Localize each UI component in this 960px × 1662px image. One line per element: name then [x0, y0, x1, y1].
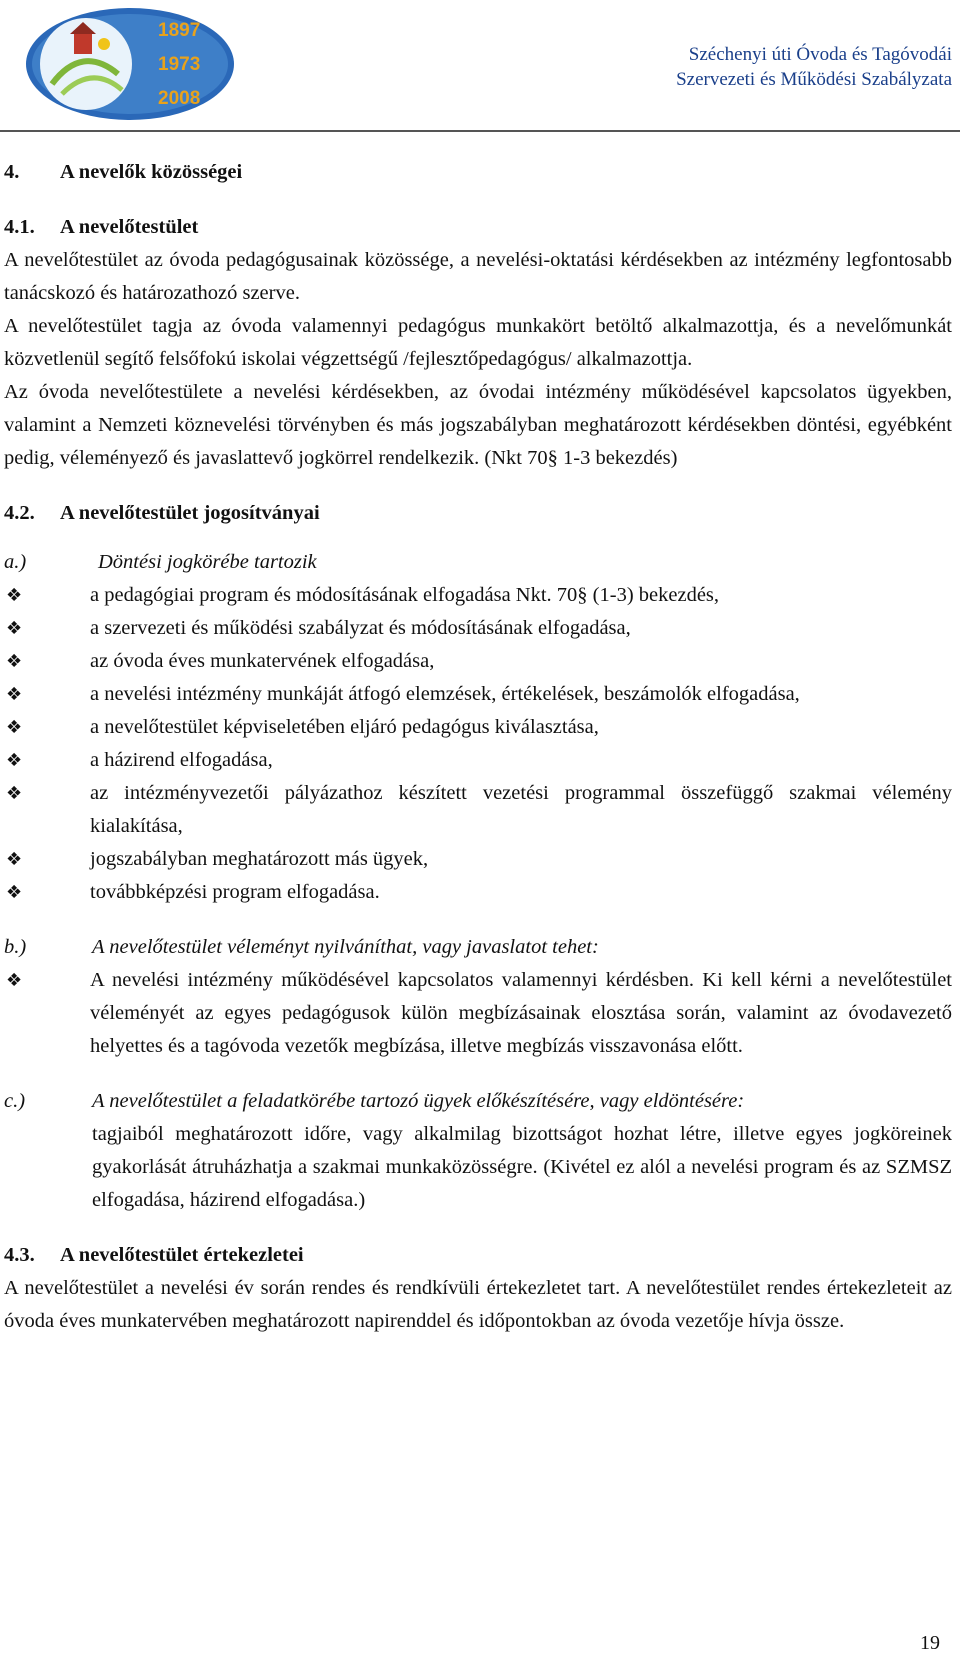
- list-item: ❖ a házirend elfogadása,: [4, 744, 952, 777]
- diamond-flower-icon: ❖: [6, 717, 23, 738]
- paragraph: Az óvoda nevelőtestülete a nevelési kérdésekben, az óvodai intézmény működésével kapcsolatos ügyekben, valamint a Nemzeti köznevelési törvényben és más jogszabályban meghatározott kérdésekben döntési, egyébként pedig, véleményező és javaslattevő jogkörrel rendelkezik. (Nkt 70§ 1-3 bekezdés): [4, 381, 952, 469]
- paragraph: A nevelőtestület tagja az óvoda valamennyi pedagógus munkakört betöltő alkalmazottja, és a nevelőmunkát közvetlenül segítő felsőfokú iskolai végzettségű /fejlesztőpedagógus/ alkalmazottja.: [4, 315, 952, 370]
- paragraph: tagjaiból meghatározott időre, vagy alkalmilag bizottságot hozhat létre, illetve egyes jogköreinek gyakorlását átruházhatja a szakmai munkaközösségre. (Kivétel ez alól a nevelési program és az SZMSZ elfogadása, házirend elfogadása.): [92, 1123, 952, 1211]
- section-heading-4-1: [4, 211, 952, 244]
- page-header: [0, 0, 960, 132]
- paragraph: A nevelőtestület a nevelési év során rendes és rendkívüli értekezletet tart. A nevelőtestület rendes értekezleteit az óvoda éves munkatervében meghatározott napirenddel és időpontokban az óvoda vezetője hívja össze.: [4, 1277, 952, 1332]
- list-item: ❖ az intézményvezetői pályázathoz készített vezetési programmal összefüggő szakmai vélemény kialakítása,: [4, 777, 952, 843]
- subsection-title: A nevelőtestület véleményt nyilváníthat, vagy javaslatot tehet:: [92, 936, 599, 958]
- list-item: ❖ A nevelési intézmény működésével kapcsolatos valamennyi kérdésben. Ki kell kérni a nevelőtestület véleményét az egyes pedagógusok külön megbízásainak elosztása során, valamint az óvodavezető helyettes és a tagóvoda vezetők megbízása, illetve megbízás visszavonása előtt.: [4, 964, 952, 1063]
- list-item: ❖ a szervezeti és működési szabályzat és módosításának elfogadása,: [4, 612, 952, 645]
- opinion-rights-list: [4, 964, 952, 1063]
- header-document-name: Szervezeti és Működési Szabályzata: [676, 69, 952, 90]
- diamond-flower-icon: ❖: [6, 849, 23, 870]
- section-number: 4.: [4, 161, 20, 183]
- subsection-a-heading: [4, 546, 952, 579]
- logo-year-2008: 2008: [158, 88, 201, 109]
- section-title: A nevelőtestület jogosítványai: [60, 502, 320, 524]
- list-item: ❖ az óvoda éves munkatervének elfogadása,: [4, 645, 952, 678]
- subsection-letter: b.): [4, 936, 27, 958]
- diamond-flower-icon: ❖: [6, 651, 23, 672]
- diamond-flower-icon: ❖: [6, 684, 23, 705]
- document-body: [4, 156, 952, 1338]
- subsection-letter: c.): [4, 1090, 26, 1112]
- section-number: 4.1.: [4, 216, 35, 238]
- decision-rights-list: [4, 579, 952, 909]
- section-number: 4.2.: [4, 502, 35, 524]
- header-title-block: [676, 42, 952, 92]
- diamond-flower-icon: ❖: [6, 970, 23, 991]
- diamond-flower-icon: ❖: [6, 783, 23, 804]
- section-heading-4-3: [4, 1239, 952, 1272]
- paragraph: A nevelőtestület az óvoda pedagógusainak közössége, a nevelési-oktatási kérdésekben az intézmény legfontosabb tanácskozó és határozathozó szerve.: [4, 249, 952, 304]
- header-divider: [0, 130, 960, 132]
- list-item: ❖ a nevelési intézmény munkáját átfogó elemzések, értékelések, beszámolók elfogadása,: [4, 678, 952, 711]
- subsection-letter: a.): [4, 551, 27, 573]
- subsection-title: A nevelőtestület a feladatkörébe tartozó ügyek előkészítésére, vagy eldöntésére:: [92, 1090, 745, 1112]
- section-title: A nevelők közösségei: [60, 161, 243, 183]
- page-number: 19: [920, 1632, 940, 1654]
- school-logo: [22, 4, 238, 124]
- list-item: ❖ a nevelőtestület képviseletében eljáró pedagógus kiválasztása,: [4, 711, 952, 744]
- diamond-flower-icon: ❖: [6, 585, 23, 606]
- subsection-b-heading: [4, 931, 952, 964]
- logo-year-1897: 1897: [158, 20, 201, 41]
- section-heading-4: [4, 156, 952, 189]
- diamond-flower-icon: ❖: [6, 618, 23, 639]
- logo-year-1973: 1973: [158, 54, 201, 75]
- section-heading-4-2: [4, 497, 952, 530]
- list-item: ❖ továbbképzési program elfogadása.: [4, 876, 952, 909]
- subsection-c-heading: [4, 1085, 952, 1118]
- section-title: A nevelőtestület: [60, 216, 199, 238]
- header-institution-name: Széchenyi úti Óvoda és Tagóvodái: [688, 44, 952, 65]
- subsection-title: Döntési jogkörébe tartozik: [98, 551, 317, 573]
- diamond-flower-icon: ❖: [6, 882, 23, 903]
- diamond-flower-icon: ❖: [6, 750, 23, 771]
- section-number: 4.3.: [4, 1244, 35, 1266]
- section-title: A nevelőtestület értekezletei: [60, 1244, 304, 1266]
- list-item: ❖ a pedagógiai program és módosításának elfogadása Nkt. 70§ (1-3) bekezdés,: [4, 579, 952, 612]
- list-item: ❖ jogszabályban meghatározott más ügyek,: [4, 843, 952, 876]
